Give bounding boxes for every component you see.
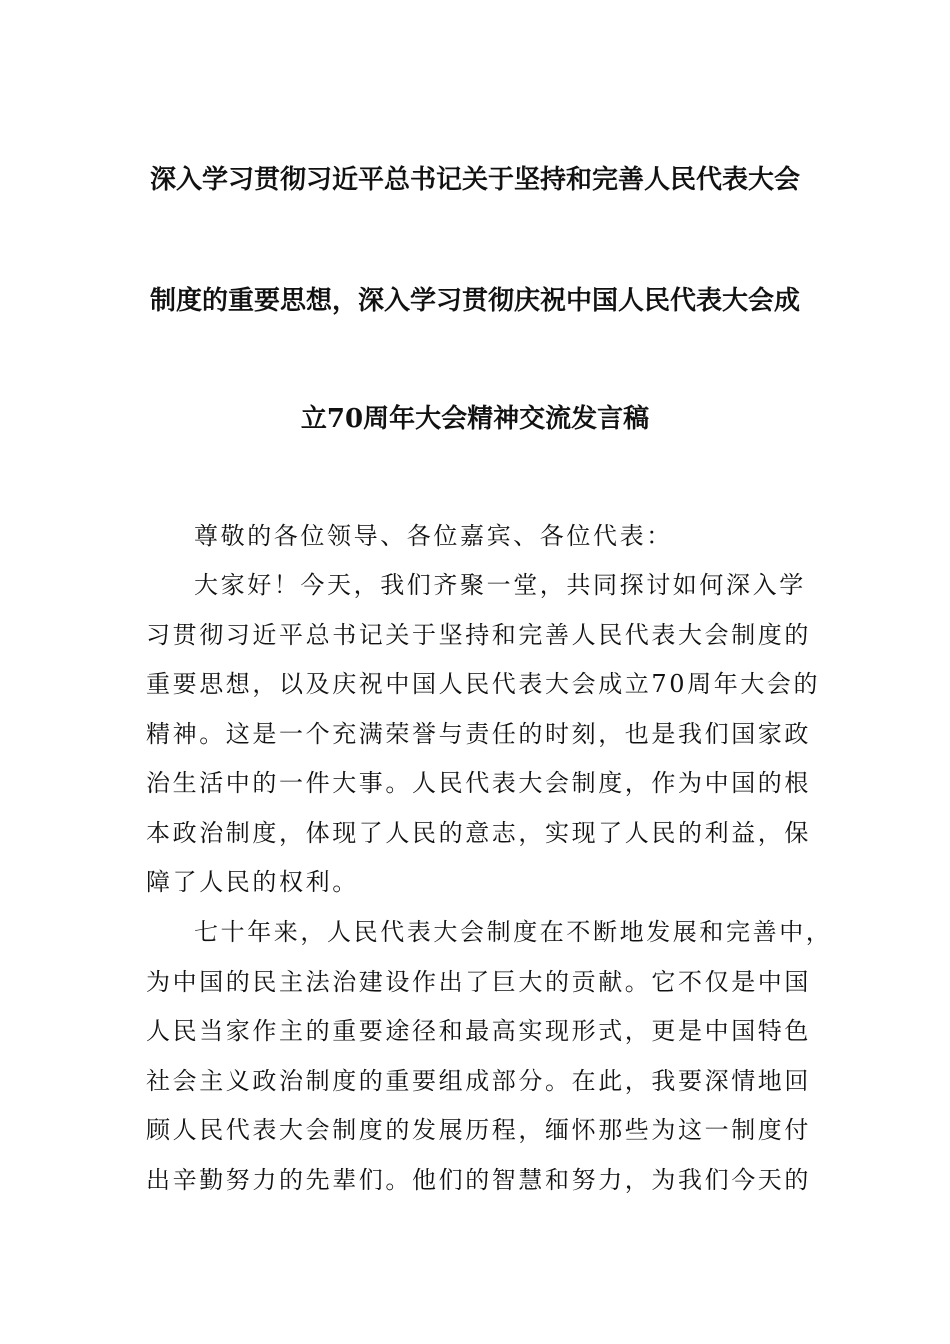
- paragraph1-line-1: 大家好！今天，我们齐聚一堂，共同探讨如何深入学: [194, 571, 806, 599]
- paragraph2-line-3: 人民当家作主的重要途径和最高实现形式，更是中国特色: [146, 1017, 811, 1045]
- paragraph2-line-6: 出辛勤努力的先辈们。他们的智慧和努力，为我们今天的: [146, 1166, 811, 1194]
- paragraph2-line-4: 社会主义政治制度的重要组成部分。在此，我要深情地回: [146, 1067, 811, 1095]
- paragraph1-line-5: 治生活中的一件大事。人民代表大会制度，作为中国的根: [146, 769, 811, 797]
- paragraph1-line-7: 障了人民的权利。: [146, 868, 359, 896]
- salutation: 尊敬的各位领导、各位嘉宾、各位代表：: [194, 522, 673, 550]
- paragraph2-line-2: 为中国的民主法治建设作出了巨大的贡献。它不仅是中国: [146, 968, 811, 996]
- title-line-2: 制度的重要思想，深入学习贯彻庆祝中国人民代表大会成: [149, 286, 800, 316]
- title-line-3: 立70周年大会精神交流发言稿: [300, 404, 650, 434]
- paragraph1-line-6: 本政治制度，体现了人民的意志，实现了人民的利益，保: [146, 819, 811, 847]
- paragraph2-line-5: 顾人民代表大会制度的发展历程，缅怀那些为这一制度付: [146, 1116, 811, 1144]
- paragraph1-line-4: 精神。这是一个充满荣誉与责任的时刻，也是我们国家政: [146, 720, 811, 748]
- paragraph2-line-1: 七十年来，人民代表大会制度在不断地发展和完善中，: [194, 918, 833, 946]
- title-line-1: 深入学习贯彻习近平总书记关于坚持和完善人民代表大会: [149, 165, 800, 195]
- paragraph1-line-3: 重要思想，以及庆祝中国人民代表大会成立70周年大会的: [146, 670, 821, 698]
- paragraph1-line-2: 习贯彻习近平总书记关于坚持和完善人民代表大会制度的: [146, 621, 811, 649]
